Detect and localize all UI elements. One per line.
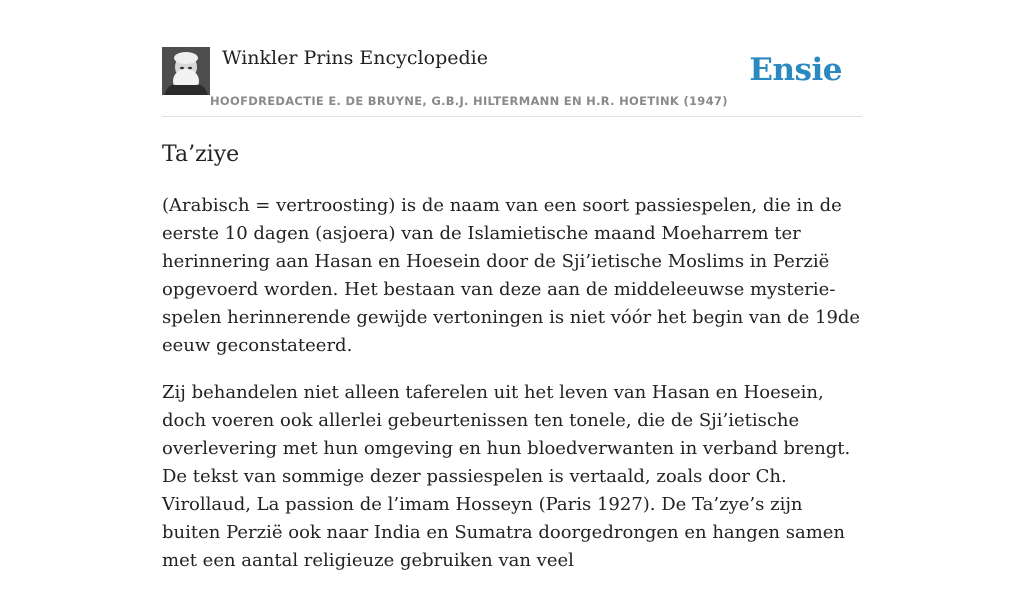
- article-paragraph: (Arabisch = vertroosting) is de naam van een soort passiespelen, die in de eerste 10 dagen (asjoera) van de Islamietische maand Moeharrem ter herinnering aan Hasan en Hoesein door de Sji’ietische Moslims in Perzië opgevoerd worden. Het bestaan van deze aan de middeleeuwse mysterie-spelen herinnerende gewijde vertoningen is niet vóór het begin van de 19de eeuw geconstateerd.: [162, 195, 861, 356]
- ensie-logo[interactable]: Ensie: [749, 52, 842, 88]
- site-title[interactable]: Winkler Prins Encyclopedie: [222, 47, 488, 69]
- editorial-credits: HOOFDREDACTIE E. DE BRUYNE, G.B.J. HILTERMANN EN H.R. HOETINK (1947): [210, 94, 728, 108]
- article-body: [162, 192, 862, 594]
- article-paragraph: Zij behandelen niet alleen taferelen uit het leven van Hasan en Hoesein, doch voeren ook allerlei gebeurtenissen ten tonele, die de Sji’ietische overlevering met hun omgeving en hun bloedverwanten in verband brengt. De tekst van sommige dezer passiespelen is vertaald, zoals door Ch. Virollaud, La passion de l’imam Hosseyn (Paris 1927). De Ta’zye’s zijn buiten Perzië ook naar India en Sumatra doorgedrongen en hangen samen met een aantal religieuze gebruiken van veel: [162, 382, 851, 571]
- article-title: Ta’ziye: [162, 142, 240, 167]
- author-portrait-avatar: [162, 47, 210, 95]
- portrait-image: [162, 47, 210, 95]
- site-header: [162, 46, 862, 117]
